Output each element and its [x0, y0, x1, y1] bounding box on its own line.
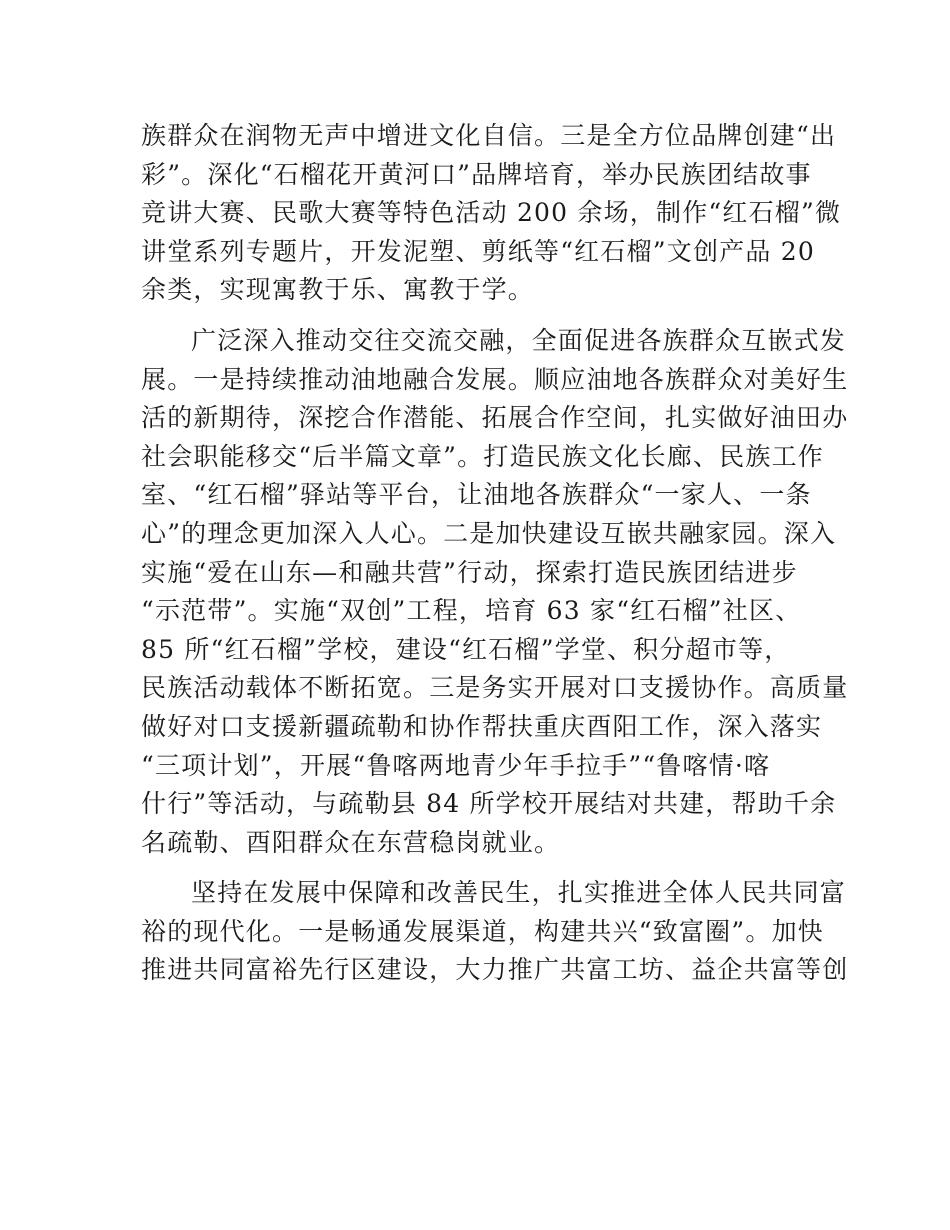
text-line: 族群众在润物无声中增进文化自信。三是全方位品牌创建“出: [141, 121, 837, 150]
text-line: 裕的现代化。一是畅通发展渠道，构建共兴“致富圈”。加快: [141, 916, 824, 946]
text-line: 活的新期待，深挖合作潜能、拓展合作空间，扎实做好油田办: [141, 403, 849, 433]
text-line: 名疏勒、酉阳群众在东营稳岗就业。: [141, 827, 561, 857]
text-line: 室、“红石榴”驿站等平台，让油地各族群众“一家人、一条: [141, 480, 812, 510]
text-line: “三项计划”，开展“鲁喀两地青少年手拉手”“鲁喀情·喀: [141, 750, 771, 780]
paragraph-2: [141, 322, 849, 862]
text-line: 民族活动载体不断拓宽。三是务实开展对口支援协作。高质量: [141, 673, 849, 703]
text-line: 做好对口支援新疆疏勒和协作帮扶重庆酉阳工作，深入落实: [141, 711, 823, 741]
text-line: 竞讲大赛、民歌大赛等特色活动 200 余场，制作“红石榴”微: [141, 198, 842, 228]
text-line: 讲堂系列专题片，开发泥塑、剪纸等“红石榴”文创产品 20: [141, 236, 815, 266]
paragraph-1: [141, 117, 842, 310]
paragraph-spacer: [141, 862, 831, 874]
text-line: 余类，实现寓教于乐、寓教于学。: [141, 275, 535, 305]
text-line: 广泛深入推动交往交流交融，全面促进各族群众互嵌式发: [191, 325, 847, 355]
text-line: 坚持在发展中保障和改善民生，扎实推进全体人民共同富: [191, 878, 847, 908]
text-line: 85 所“红石榴”学校，建设“红石榴”学堂、积分超市等，: [141, 634, 791, 664]
text-line: 展。一是持续推动油地融合发展。顺应油地各族群众对美好生: [141, 364, 849, 394]
document-body: [141, 117, 849, 990]
text-line: 彩”。深化“石榴花开黄河口”品牌培育，举办民族团结故事: [141, 159, 812, 189]
text-line: 实施“爱在山东—和融共营”行动，探索打造民族团结进步: [141, 557, 798, 587]
text-line: 社会职能移交“后半篇文章”。打造民族文化长廊、民族工作: [141, 441, 824, 471]
paragraph-spacer: [141, 310, 831, 322]
text-line: 什行”等活动，与疏勒县 84 所学校开展结对共建，帮助千余: [141, 789, 837, 819]
text-line: “示范带”。实施“双创”工程，培育 63 家“红石榴”社区、: [141, 596, 802, 626]
paragraph-3: [141, 874, 849, 990]
text-line: 推进共同富裕先行区建设，大力推广共富工坊、益企共富等创: [141, 955, 849, 985]
text-line: 心”的理念更加深入人心。二是加快建设互嵌共融家园。深入: [141, 518, 837, 548]
